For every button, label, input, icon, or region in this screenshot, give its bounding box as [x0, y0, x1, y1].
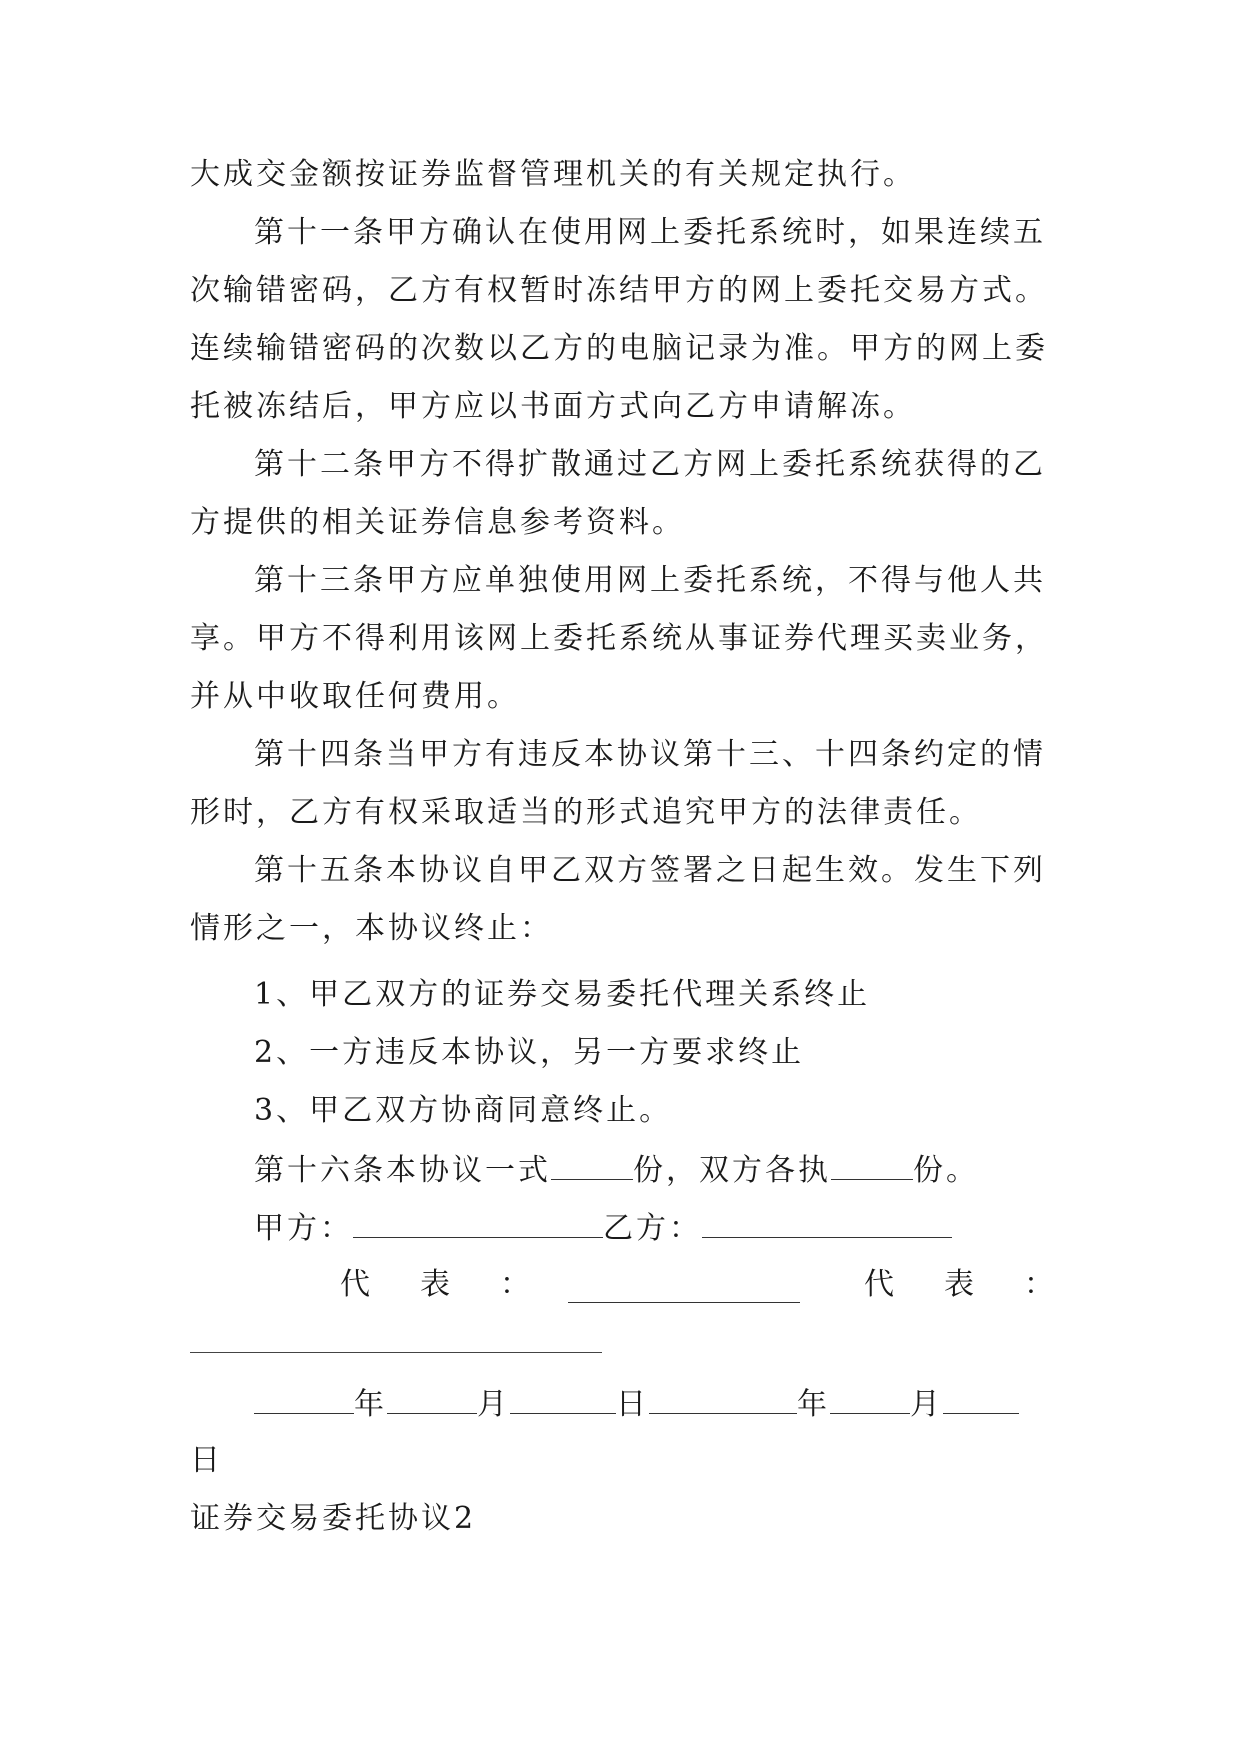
date-a-month-label: 月	[477, 1387, 510, 1422]
copies-total-blank[interactable]	[551, 1149, 633, 1180]
list-item-3: 3、甲乙双方协商同意终止。	[254, 1093, 673, 1128]
date-a-day-blank[interactable]	[510, 1383, 616, 1414]
date-line	[254, 1383, 1019, 1425]
clause-12: 第十二条甲方不得扩散通过乙方网上委托系统获得的乙方提供的相关证券信息参考资料。	[190, 447, 1046, 540]
list-item-1: 1、甲乙双方的证券交易委托代理关系终止	[254, 977, 871, 1012]
party-signature-line	[254, 1207, 952, 1249]
clause-16-part3: 份。	[913, 1153, 979, 1188]
date-b-year-label: 年	[797, 1387, 830, 1422]
date-b-day-blank[interactable]	[943, 1383, 1019, 1414]
date-b-year-blank[interactable]	[649, 1383, 797, 1414]
rep-a-label: 代 表 ：	[340, 1267, 540, 1302]
clause-16-part1: 第十六条本协议一式	[254, 1153, 551, 1188]
clause-14: 第十四条当甲方有违反本协议第十三、十四条约定的情形时，乙方有权采取适当的形式追究甲方的法律责任。	[190, 737, 1046, 830]
paragraph-continuation: 大成交金额按证券监督管理机关的有关规定执行。	[190, 157, 916, 192]
date-b-day-label: 日	[190, 1443, 223, 1478]
clause-16-part2: 份，双方各执	[633, 1153, 831, 1188]
clause-13: 第十三条甲方应单独使用网上委托系统，不得与他人共享。甲方不得利用该网上委托系统从事证券代理买卖业务，并从中收取任何费用。	[190, 563, 1048, 714]
date-b-month-blank[interactable]	[830, 1383, 910, 1414]
party-a-blank[interactable]	[353, 1207, 603, 1238]
next-section-title: 证券交易委托协议2	[190, 1501, 477, 1536]
rep-b-label: 代 表 ：	[864, 1267, 1064, 1302]
date-b-month-label: 月	[910, 1387, 943, 1422]
date-a-year-blank[interactable]	[254, 1383, 354, 1414]
party-b-label: 乙方：	[603, 1211, 702, 1246]
clause-16	[254, 1149, 979, 1191]
rep-a-blank[interactable]	[568, 1272, 800, 1303]
list-item-2: 2、一方违反本协议，另一方要求终止	[254, 1035, 805, 1070]
date-a-day-label: 日	[616, 1387, 649, 1422]
date-a-year-label: 年	[354, 1387, 387, 1422]
rep-b-blank[interactable]	[190, 1352, 602, 1353]
party-b-blank[interactable]	[702, 1207, 952, 1238]
clause-15: 第十五条本协议自甲乙双方签署之日起生效。发生下列情形之一，本协议终止：	[190, 853, 1046, 946]
party-a-label: 甲方：	[254, 1211, 353, 1246]
clause-11: 第十一条甲方确认在使用网上委托系统时，如果连续五次输错密码，乙方有权暂时冻结甲方的网上委托交易方式。连续输错密码的次数以乙方的电脑记录为准。甲方的网上委托被冻结后，甲方应以书面方式向乙方申请解冻。	[190, 215, 1048, 424]
date-a-month-blank[interactable]	[387, 1383, 477, 1414]
copies-each-blank[interactable]	[831, 1149, 913, 1180]
